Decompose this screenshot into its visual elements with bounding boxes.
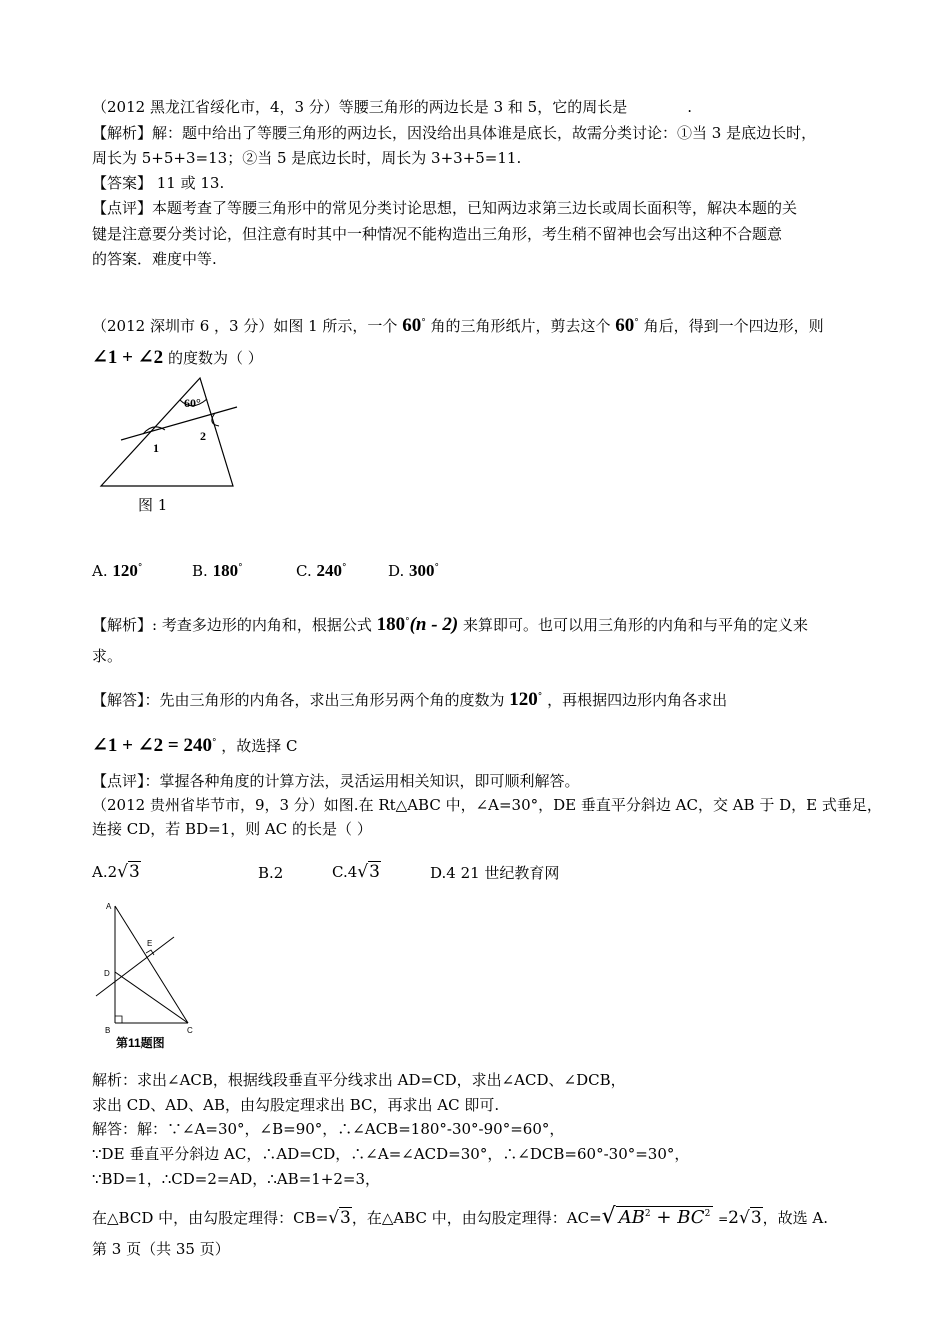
fig-label-c: C [187, 1026, 193, 1035]
p3-analysis-2: 求出 CD、AD、AB，由勾股定理求出 BC，再求出 AC 即可. [92, 1096, 500, 1114]
p2-question-d: 的度数为（ ） [167, 349, 263, 367]
p2-analysis-c: 求。 [92, 647, 123, 665]
fig-angle-label: 60° [184, 396, 201, 410]
p2-option-a: A. 120° [92, 561, 143, 580]
p2-solution-line-2: ∠1 + ∠2 = 240° ，故选择 C [92, 735, 298, 756]
sqrt-symbol: √ [738, 1208, 750, 1228]
page-footer: 第 3 页（共 35 页） [92, 1240, 230, 1258]
formula-180: 180 [376, 614, 406, 635]
fig-angle-1: 1 [153, 441, 159, 455]
p1-comment-3: 的答案．难度中等. [92, 250, 217, 268]
p2-question-line-2 [92, 348, 263, 367]
p2-angle-sum: ∠1 + ∠2 [92, 347, 164, 368]
sqrt-symbol: √ [601, 1204, 616, 1229]
degree-mark: ° [421, 318, 426, 328]
p3-question-1: （2012 贵州省毕节市，9，3 分）如图.在 Rt△ABC 中，∠A=30°，DE 垂直平分斜边 AC，交 AB 于 D，E 式垂足， [92, 796, 882, 814]
fig-label-d: D [104, 969, 110, 978]
p2-question-b: 角的三角形纸片，剪去这个 [430, 317, 611, 335]
p1-comment-2: 键是注意要分类讨论，但注意有时其中一种情况不能构造出三角形，考生稍不留神也会写出这种不合题意 [92, 225, 783, 243]
p3-question-2: 连接 CD，若 BD=1，则 AC 的长是（ ） [92, 820, 372, 838]
right-angle-e [146, 950, 154, 955]
triangle-figure [95, 370, 245, 500]
right-triangle-figure [94, 893, 204, 1051]
p3-solution-3: ∵BD=1，∴CD=2=AD，∴AB=1+2=3， [92, 1170, 381, 1188]
p2-comment: 【点评】：掌握各种角度的计算方法，灵活运用相关知识，即可顺利解答。 [92, 772, 580, 790]
fig-angle-2: 2 [200, 429, 206, 443]
cut-line [121, 407, 237, 440]
sqrt-symbol: √ [357, 862, 369, 882]
p1-question-end: . [687, 98, 692, 116]
p1-analysis-2: 周长为 5+5+3=13；②当 5 是底边长时，周长为 3+3+5=11. [92, 149, 522, 167]
p1-question-text: （2012 黑龙江省绥化市，4，3 分）等腰三角形的两边长是 3 和 5，它的周长是 [92, 98, 628, 116]
p2-solution-c: ，故选择 C [221, 737, 298, 755]
fig-label-b: B [105, 1026, 111, 1035]
p3-solution-4: 在△BCD 中，由勾股定理得：CB=√3，在△ABC 中，由勾股定理得：AC=√ $AB^2 + BC^2 =2√3$，故选 A. [92, 1204, 829, 1229]
p1-answer: 【答案】 11 或 13. [92, 174, 225, 192]
right-angle-b [115, 1016, 122, 1023]
fig1-caption: 图 1 [138, 496, 168, 514]
p3-option-c: C.4√3 [332, 862, 380, 882]
fig11-caption: 第11题图 [116, 1036, 165, 1050]
p2-option-c: C. 240° [296, 561, 347, 580]
p2-solution-line: 【解答】：先由三角形的内角各，求出三角形另两个角的度数为 120° ，再根据四边形内角各求出 [92, 689, 728, 710]
side-ac [115, 906, 188, 1023]
sqrt-symbol: √ [117, 862, 128, 882]
p2-analysis-line: 【解析】: 考查多边形的内角和，根据公式 180°(n - 2) 来算即可。也可以用三角形的内角和与平角的定义来 [92, 614, 808, 635]
p1-comment-1: 【点评】本题考查了等腰三角形中的常见分类讨论思想，已知两边求第三边长或周长面积等，解决本题的关 [92, 199, 798, 217]
p2-angle-60: 60 [402, 315, 422, 336]
fig-label-a: A [106, 902, 112, 911]
degree-mark: ° [634, 318, 639, 328]
p2-question-c: 角后，得到一个四边形，则 [643, 317, 824, 335]
p2-option-d: D. 300° [388, 561, 440, 580]
p2-question-line [92, 316, 824, 335]
sqrt-symbol: √ [328, 1208, 340, 1228]
p2-solution-b: ，再根据四边形内角各求出 [547, 691, 728, 709]
p2-angle-60: 60 [615, 315, 635, 336]
p3-option-d: D.4 21 世纪教育网 [430, 864, 560, 882]
triangle-shape [101, 378, 233, 486]
solution-equation: ∠1 + ∠2 = 240 [92, 735, 212, 756]
p3-solution-2: ∵DE 垂直平分斜边 AC，∴AD=CD，∴∠A=∠ACD=30°，∴∠DCB=60°-30°=30°， [92, 1145, 690, 1163]
p2-question-a: （2012 深圳市 6 ，3 分）如图 1 所示，一个 [92, 317, 398, 335]
p2-solution-a: 【解答】：先由三角形的内角各，求出三角形另两个角的度数为 [92, 691, 505, 709]
p3-option-b: B.2 [258, 864, 284, 882]
p3-option-a: A.2√3 [92, 862, 140, 882]
p2-analysis-b: 来算即可。也可以用三角形的内角和与平角的定义来 [462, 616, 808, 634]
segment-cd [115, 972, 188, 1023]
p3-solution-1: 解答：解：∵∠A=30°，∠B=90°，∴∠ACB=180°-30°-90°=60°， [92, 1120, 565, 1138]
p1-analysis-1: 【解析】解：题中给出了等腰三角形的两边长，因没给出具体谁是底长，故需分类讨论：①当 3 是底边长时， [92, 124, 817, 142]
p2-analysis-a: 【解析】: 考查多边形的内角和，根据公式 [92, 616, 372, 634]
sqrt-ab-bc: $AB^2 + BC^2$ [616, 1206, 714, 1228]
p2-option-b: B. 180° [192, 561, 243, 580]
perpendicular-bisector [96, 937, 174, 996]
p1-question [92, 100, 692, 115]
formula-n-minus-2: (n - 2) [409, 614, 459, 635]
solution-120: 120 [509, 689, 538, 710]
p3-analysis-1: 解析：求出∠ACB，根据线段垂直平分线求出 AD=CD，求出∠ACD、∠DCB， [92, 1071, 626, 1089]
fig-label-e: E [147, 939, 153, 948]
